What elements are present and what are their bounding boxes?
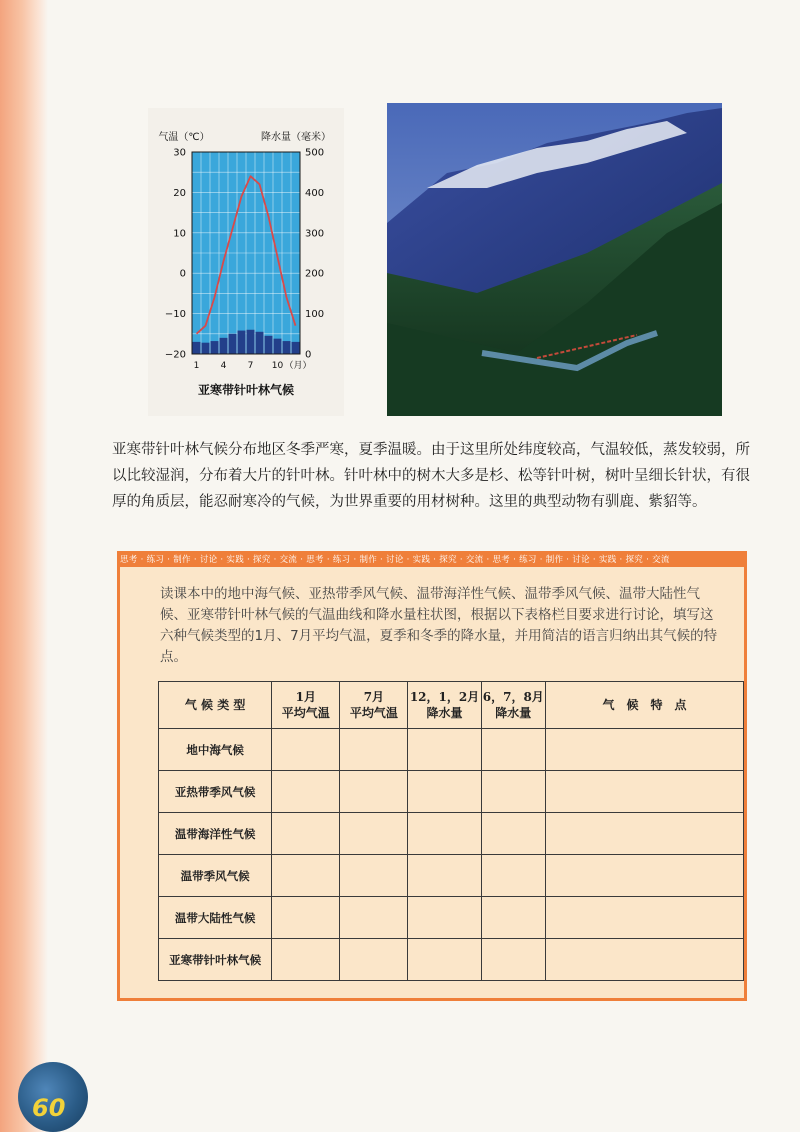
temp-tick-label: 20 bbox=[173, 187, 186, 199]
table-cell[interactable] bbox=[272, 897, 340, 939]
table-row bbox=[159, 855, 744, 897]
row-label: 亚热带季风气候 bbox=[159, 771, 272, 813]
table-cell[interactable] bbox=[545, 939, 743, 981]
page-margin-strip bbox=[0, 0, 48, 1132]
table-cell[interactable] bbox=[545, 813, 743, 855]
row-label: 温带季风气候 bbox=[159, 855, 272, 897]
row-label: 温带海洋性气候 bbox=[159, 813, 272, 855]
table-cell[interactable] bbox=[408, 771, 481, 813]
row-label: 地中海气候 bbox=[159, 729, 272, 771]
table-cell[interactable] bbox=[408, 729, 481, 771]
month-tick-label: 4 bbox=[220, 361, 227, 371]
precip-tick-label: 400 bbox=[305, 187, 325, 199]
precip-axis-label: 降水量（毫米） bbox=[261, 132, 331, 143]
precip-bar bbox=[211, 341, 219, 354]
table-row bbox=[159, 897, 744, 939]
precip-bar bbox=[283, 341, 291, 354]
body-paragraph: 亚寒带针叶林气候分布地区冬季严寒，夏季温暖。由于这里所处纬度较高，气温较低，蒸发较弱，所以比较湿润，分布着大片的针叶林。针叶林中的树木大多是杉、松等针叶树，树叶呈细长针状，有很厚的角质层，能忍耐寒冷的气候，为世界重要的用材树种。这里的典型动物有驯鹿、紫貂等。 bbox=[112, 442, 750, 510]
precip-tick-label: 200 bbox=[305, 268, 325, 280]
table-cell[interactable] bbox=[545, 855, 743, 897]
precip-bar bbox=[193, 342, 201, 354]
climate-chart bbox=[148, 108, 344, 416]
temp-tick-label: 10 bbox=[173, 228, 186, 240]
table-row bbox=[159, 813, 744, 855]
month-tick-label: 7 bbox=[247, 361, 254, 371]
month-unit-label: （月） bbox=[284, 361, 312, 371]
precip-tick-label: 100 bbox=[305, 309, 325, 321]
precip-bar bbox=[220, 338, 228, 354]
table-row bbox=[159, 771, 744, 813]
precip-bar bbox=[292, 342, 300, 354]
table-cell[interactable] bbox=[340, 729, 408, 771]
precip-tick-label: 500 bbox=[305, 147, 325, 159]
precip-tick-label: 300 bbox=[305, 228, 325, 240]
precip-tick-label: 0 bbox=[305, 349, 312, 361]
table-cell[interactable] bbox=[408, 813, 481, 855]
table-cell[interactable] bbox=[545, 771, 743, 813]
header-climate-features: 气 候 特 点 bbox=[545, 682, 743, 729]
table-cell[interactable] bbox=[272, 813, 340, 855]
table-cell[interactable] bbox=[340, 813, 408, 855]
temp-axis-label: 气温（℃） bbox=[158, 132, 210, 143]
temp-tick-label: 0 bbox=[179, 268, 186, 280]
table-cell[interactable] bbox=[408, 855, 481, 897]
precip-bar bbox=[265, 336, 273, 354]
table-cell[interactable] bbox=[340, 855, 408, 897]
table-cell[interactable] bbox=[545, 729, 743, 771]
precip-bar bbox=[256, 332, 264, 354]
precip-bar bbox=[247, 330, 255, 354]
header-climate-type: 气 候 类 型 bbox=[159, 682, 272, 729]
temp-tick-label: −10 bbox=[164, 309, 186, 321]
table-cell[interactable] bbox=[481, 855, 545, 897]
table-cell[interactable] bbox=[272, 855, 340, 897]
table-row bbox=[159, 939, 744, 981]
table-cell[interactable] bbox=[340, 939, 408, 981]
activity-instructions: 读课本中的地中海气候、亚热带季风气候、温带海洋性气候、温带季风气候、温带大陆性气候、亚寒带针叶林气候的气温曲线和降水量柱状图，根据以下表格栏目要求进行讨论，填写这六种气候类型的1月、7月平均气温，夏季和冬季的降水量，并用简洁的语言归纳出其气候的特点。 bbox=[160, 586, 718, 665]
table-cell[interactable] bbox=[481, 813, 545, 855]
table-cell[interactable] bbox=[481, 939, 545, 981]
month-tick-label: 10 bbox=[271, 361, 284, 371]
table-cell[interactable] bbox=[272, 729, 340, 771]
table-cell[interactable] bbox=[481, 729, 545, 771]
climate-table bbox=[158, 681, 744, 981]
table-cell[interactable] bbox=[481, 771, 545, 813]
precip-bar bbox=[229, 334, 237, 354]
mountain-forest-photo bbox=[387, 103, 722, 416]
table-cell[interactable] bbox=[408, 897, 481, 939]
header-jul-temp: 7月 平均气温 bbox=[340, 682, 408, 729]
header-jan-temp: 1月 平均气温 bbox=[272, 682, 340, 729]
table-cell[interactable] bbox=[545, 897, 743, 939]
row-label: 温带大陆性气候 bbox=[159, 897, 272, 939]
table-cell[interactable] bbox=[272, 939, 340, 981]
activity-box bbox=[117, 551, 747, 1001]
row-label: 亚寒带针叶林气候 bbox=[159, 939, 272, 981]
table-header-row bbox=[159, 682, 744, 729]
header-winter-precip: 12，1，2月 降水量 bbox=[408, 682, 481, 729]
table-cell[interactable] bbox=[408, 939, 481, 981]
header-summer-precip: 6，7，8月 降水量 bbox=[481, 682, 545, 729]
precip-bar bbox=[202, 343, 210, 354]
temp-tick-label: −20 bbox=[164, 349, 186, 361]
table-row bbox=[159, 729, 744, 771]
temp-tick-label: 30 bbox=[173, 147, 186, 159]
chart-caption: 亚寒带针叶林气候 bbox=[197, 383, 294, 397]
climate-chart-svg bbox=[148, 108, 344, 378]
activity-strip: 思考 · 练习 · 制作 · 讨论 · 实践 · 探究 · 交流 · 思考 · 练习 · 制作 · 讨论 · 实践 · 探究 · 交流 · 思考 · 练习 · 制作 · 讨论 · 实践 · 探究 · 交流 bbox=[120, 554, 744, 567]
precip-bar bbox=[238, 331, 246, 354]
table-cell[interactable] bbox=[481, 897, 545, 939]
table-cell[interactable] bbox=[272, 771, 340, 813]
month-tick-label: 1 bbox=[193, 361, 200, 371]
table-cell[interactable] bbox=[340, 771, 408, 813]
page-number: 60 bbox=[32, 1094, 66, 1122]
table-cell[interactable] bbox=[340, 897, 408, 939]
precip-bar bbox=[274, 339, 282, 354]
